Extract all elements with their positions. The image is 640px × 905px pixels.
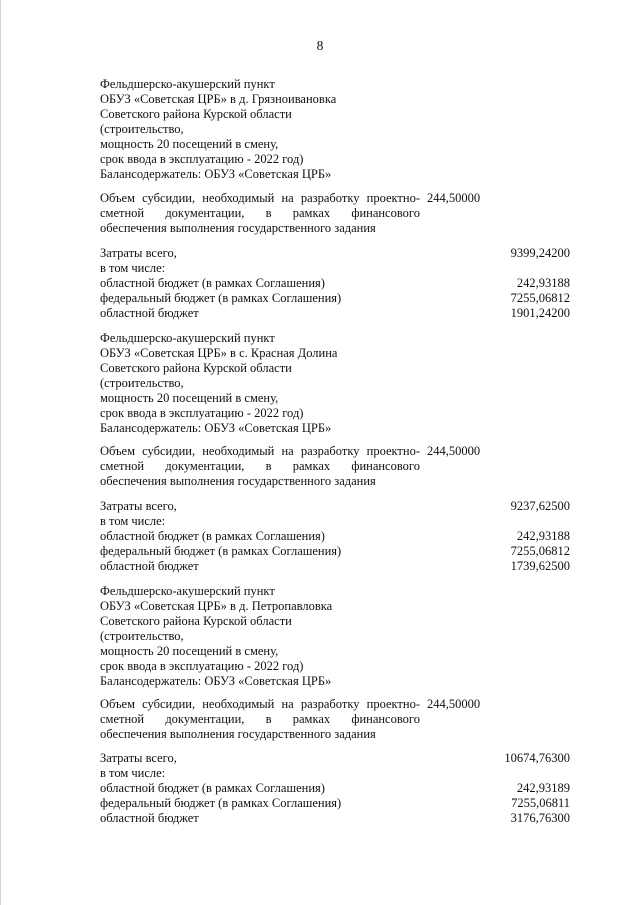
cost-value: 7255,06811 xyxy=(511,796,570,810)
facility-line: (строительство, xyxy=(100,376,184,390)
subsidy-value: 244,50000 xyxy=(427,444,481,458)
costs-table xyxy=(100,246,570,321)
cost-label: областной бюджет xyxy=(100,559,199,573)
cost-label: областной бюджет xyxy=(100,306,199,320)
facility-line: Балансодержатель: ОБУЗ «Советская ЦРБ» xyxy=(100,674,332,688)
cost-value: 1901,24200 xyxy=(510,306,570,320)
facility-line: Балансодержатель: ОБУЗ «Советская ЦРБ» xyxy=(100,167,332,181)
cost-label: областной бюджет (в рамках Соглашения) xyxy=(100,781,325,795)
cost-row xyxy=(100,529,570,544)
cost-label: Затраты всего, xyxy=(100,246,177,260)
facility-line: Советского района Курской области xyxy=(100,361,292,375)
facility-line: мощность 20 посещений в смену, xyxy=(100,137,279,151)
subsidy-line: обеспечения выполнения государственного задания xyxy=(100,727,376,741)
facility-line: Балансодержатель: ОБУЗ «Советская ЦРБ» xyxy=(100,421,332,435)
subsidy-value: 244,50000 xyxy=(427,191,481,205)
facility-line: срок ввода в эксплуатацию - 2022 год) xyxy=(100,659,304,673)
facility-line: Советского района Курской области xyxy=(100,107,292,121)
facility-line: Советского района Курской области xyxy=(100,614,292,628)
cost-row xyxy=(100,306,570,321)
cost-row xyxy=(100,246,570,261)
cost-row xyxy=(100,751,570,766)
subsidy-line: обеспечения выполнения государственного задания xyxy=(100,221,376,235)
cost-label: Затраты всего, xyxy=(100,499,177,513)
cost-row xyxy=(100,811,570,826)
cost-value: 1739,62500 xyxy=(510,559,570,573)
costs-table xyxy=(100,751,570,826)
cost-label: областной бюджет (в рамках Соглашения) xyxy=(100,529,325,543)
cost-row xyxy=(100,276,570,291)
facility-line: Фельдшерско-акушерский пункт xyxy=(100,584,275,598)
facility-line: (строительство, xyxy=(100,122,184,136)
subsidy-description xyxy=(100,697,420,742)
facility-line: Фельдшерско-акушерский пункт xyxy=(100,331,275,345)
facility-line: срок ввода в эксплуатацию - 2022 год) xyxy=(100,152,304,166)
cost-row xyxy=(100,514,570,529)
cost-value: 10674,76300 xyxy=(504,751,570,765)
facility-line: ОБУЗ «Советская ЦРБ» в д. Грязноивановка xyxy=(100,92,337,106)
facility-line: ОБУЗ «Советская ЦРБ» в д. Петропавловка xyxy=(100,599,333,613)
subsidy-description xyxy=(100,191,420,236)
cost-label: в том числе: xyxy=(100,514,166,528)
facility-line: ОБУЗ «Советская ЦРБ» в с. Красная Долина xyxy=(100,346,338,360)
subsidy-line: Объем субсидии, необходимый на разработку проектно- xyxy=(100,444,420,458)
cost-value: 3176,76300 xyxy=(510,811,570,825)
facility-line: мощность 20 посещений в смену, xyxy=(100,644,279,658)
cost-value: 9237,62500 xyxy=(510,499,570,513)
cost-label: федеральный бюджет (в рамках Соглашения) xyxy=(100,544,342,558)
subsidy-value: 244,50000 xyxy=(427,697,481,711)
cost-label: областной бюджет (в рамках Соглашения) xyxy=(100,276,325,290)
cost-value: 7255,06812 xyxy=(510,544,570,558)
cost-value: 9399,24200 xyxy=(510,246,570,260)
facility-line: Фельдшерско-акушерский пункт xyxy=(100,77,275,91)
page-number: 8 xyxy=(316,38,324,53)
cost-row xyxy=(100,559,570,574)
cost-row xyxy=(100,261,570,276)
cost-value: 7255,06812 xyxy=(510,291,570,305)
cost-label: в том числе: xyxy=(100,261,166,275)
subsidy-line: Объем субсидии, необходимый на разработку проектно- xyxy=(100,697,420,711)
cost-row xyxy=(100,544,570,559)
facility-description xyxy=(100,584,332,689)
cost-row xyxy=(100,796,570,811)
subsidy-line: сметной документации, в рамках финансового xyxy=(100,206,420,220)
cost-value: 242,93189 xyxy=(516,781,570,795)
cost-row xyxy=(100,766,570,781)
facility-line: срок ввода в эксплуатацию - 2022 год) xyxy=(100,406,304,420)
costs-table xyxy=(100,499,570,574)
cost-label: Затраты всего, xyxy=(100,751,177,765)
cost-label: областной бюджет xyxy=(100,811,199,825)
cost-row xyxy=(100,291,570,306)
subsidy-line: сметной документации, в рамках финансового xyxy=(100,712,420,726)
facility-description xyxy=(100,77,336,182)
cost-row xyxy=(100,499,570,514)
facility-description xyxy=(100,331,337,436)
subsidy-description xyxy=(100,444,420,489)
cost-label: федеральный бюджет (в рамках Соглашения) xyxy=(100,796,342,810)
cost-row xyxy=(100,781,570,796)
subsidy-line: Объем субсидии, необходимый на разработку проектно- xyxy=(100,191,420,205)
facility-line: (строительство, xyxy=(100,629,184,643)
cost-label: федеральный бюджет (в рамках Соглашения) xyxy=(100,291,342,305)
cost-value: 242,93188 xyxy=(516,529,570,543)
facility-line: мощность 20 посещений в смену, xyxy=(100,391,279,405)
subsidy-line: сметной документации, в рамках финансового xyxy=(100,459,420,473)
subsidy-line: обеспечения выполнения государственного задания xyxy=(100,474,376,488)
cost-label: в том числе: xyxy=(100,766,166,780)
scan-edge xyxy=(0,0,1,905)
cost-value: 242,93188 xyxy=(516,276,570,290)
